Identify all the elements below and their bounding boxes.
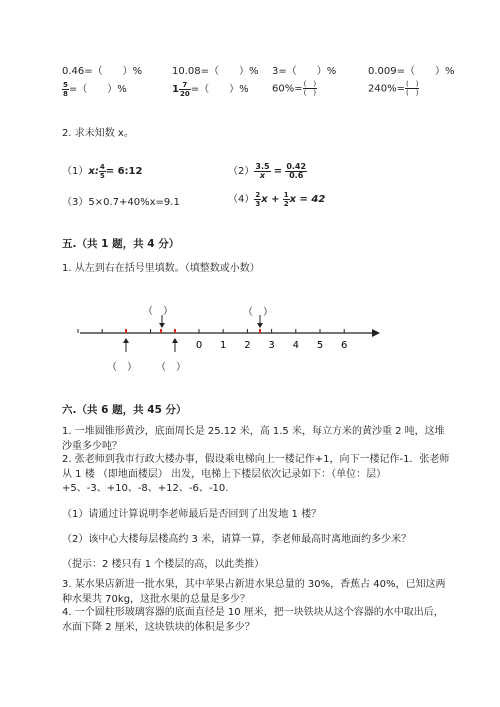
fraction: $\frac{7}{20}$ [179,80,190,98]
percent-item-2: 10.08=（ ）% [172,66,259,77]
tick-label: 4 [292,340,299,351]
fraction: $\frac{5}{8}$ [63,80,68,98]
section-6-title: 六.（共 6 题，共 45 分） [62,404,187,416]
problem-2-hint: （提示：2 楼只有 1 个楼层的高，以此类推） [62,559,265,570]
tick-label: 5 [316,340,324,351]
blank-below-1[interactable]: （ ） [107,362,137,373]
equation-3: （3）5×0.7+40%x=9.1 [62,197,180,208]
percent-item-5: $\frac{5}{8}$ =（ ）% [63,80,127,98]
fraction: $\frac{( )}{( )}$ [405,80,419,97]
equation-4: （4） $\frac{2}{3}$ x + $\frac{1}{2}$ x = 42 [228,190,326,208]
blank-above-1[interactable]: （ ） [143,306,173,317]
fraction: $\frac{0.42}{0.6}$ [286,161,307,180]
equation-1: （1）x: $\frac{4}{5}$ = 6:12 [62,162,143,180]
problem-2: 2. 张老师到我市行政大楼办事，假设乘电梯向上一楼记作+1，向下一楼记作-1．张老师从 1 楼 （即地面楼层） 出发，电梯上下楼层依次记录如下：（单位：层）+5、-3、+10、-8、+12、-6、-10. [62,454,450,494]
tick-label: 3 [268,340,275,351]
equation-2: （2） $\frac{3.5}{x}$ = $\frac{0.42}{0.6}$ [228,161,307,180]
problem-2-part-2: （2）该中心大楼每层楼高约 3 米，请算一算，李老师最高时离地面约多少米？ [62,534,412,545]
fraction: $\frac{( )}{( )}$ [303,80,317,97]
section-5-title: 五.（共 1 题，共 4 分） [62,238,180,250]
problem-4: 4. 一个圆柱形玻璃容器的底面直径是 10 厘米，把一块铁块从这个容器的水中取出后，水面下降 2 厘米，这块铁块的体积是多少？ [62,607,444,633]
section-5-question-1: 1. 从左到右在括号里填数。（填整数或小数） [62,263,260,274]
fraction: $\frac{3.5}{x}$ [255,161,270,180]
percent-item-4: 0.009=（ ）% [368,66,455,77]
tick-label: 0 [195,340,203,351]
tick-label: 1 [220,340,227,351]
blank-above-2[interactable]: （ ） [243,307,273,318]
problem-2-part-1: （1）请通过计算说明李老师最后是否回到了出发地 1 楼？ [62,509,322,520]
tick-label: 6 [341,340,348,351]
fraction: $\frac{2}{3}$ [255,190,261,208]
blank-below-2[interactable]: （ ） [156,362,186,373]
arrow-right-icon [372,329,380,337]
question-2-title: 2. 求未知数 x。 [62,128,134,139]
problem-1: 1. 一堆圆锥形黄沙，底面周长是 25.12 米，高 1.5 米，每立方米的黄沙重 2 吨，这堆沙重多少吨？ [62,426,445,452]
percent-item-3: 3=（ ）% [272,66,337,77]
percent-item-6: 1 $\frac{7}{20}$ =（ ）% [172,80,249,98]
fraction: $\frac{1}{2}$ [283,190,289,208]
problem-3: 3. 某水果店新进一批水果，其中苹果占新进水果总量的 30%，香蕉占 40%，已知这两种水果共 70kg，这批水果的总量是多少？ [62,579,446,605]
percent-item-8: 240%= $\frac{( )}{( )}$ [368,80,419,97]
percent-item-1: 0.46=（ ）% [62,66,143,77]
fraction: $\frac{4}{5}$ [99,162,105,180]
percent-item-7: 60%= $\frac{( )}{( )}$ [272,80,317,97]
tick-label: 2 [244,340,251,351]
